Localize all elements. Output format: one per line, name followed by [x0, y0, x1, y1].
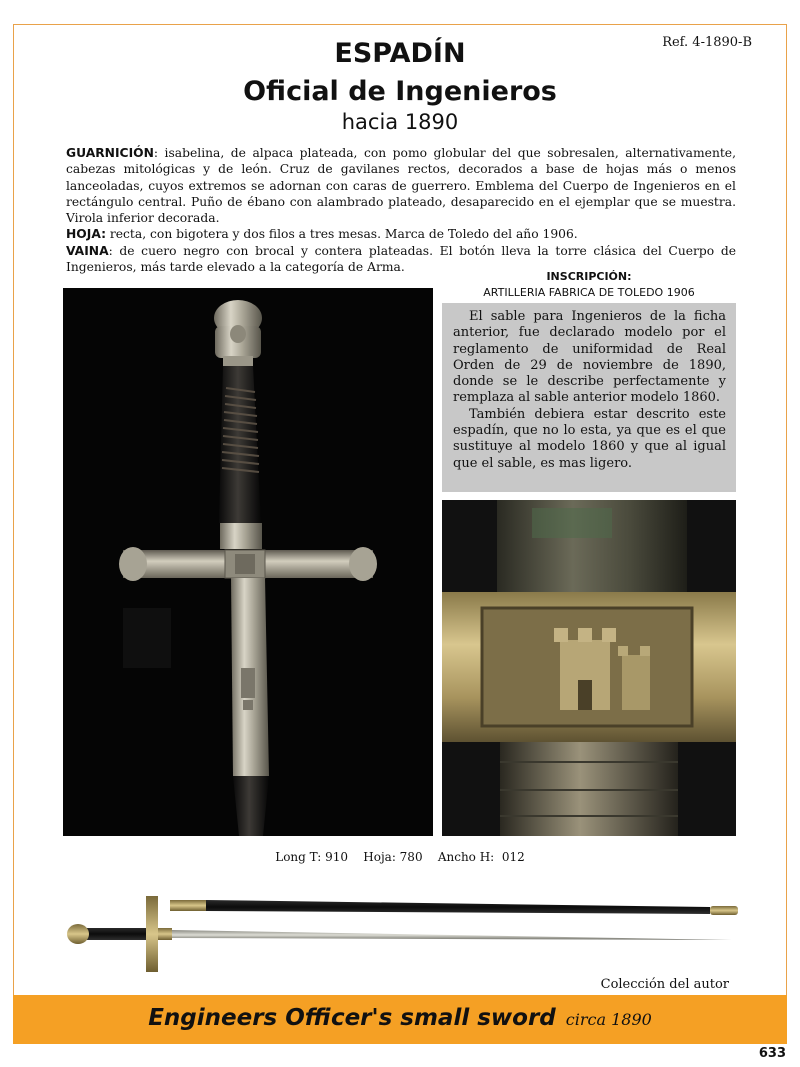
inscription-label: INSCRIPCIÓN:: [546, 270, 632, 283]
inscription-text: ARTILLERIA FABRICA DE TOLEDO 1906: [483, 286, 695, 299]
note-paragraph-2: También debiera estar descrito este espadín, que no lo esta, ya que es el que sustituye al modelo 1860 y que al igual que el sable, es mas ligero.: [453, 406, 726, 471]
page-title: ESPADÍN: [334, 38, 466, 69]
english-title-banner: [13, 995, 787, 1044]
guarnicion-paragraph: [66, 145, 736, 226]
emblem-detail-photo: [442, 500, 736, 836]
note-box: [442, 303, 736, 492]
collection-credit: Colección del autor: [600, 977, 729, 992]
page-subtitle: Oficial de Ingenieros: [243, 76, 557, 107]
vaina-text: : de cuero negro con brocal y contera plateadas. El botón lleva la torre clásica del Cuerpo de Ingenieros, más tarde elevado a la categoría de Arma.: [66, 243, 736, 275]
measurements: Long T: 910 Hoja: 780 Ancho H: 012: [275, 850, 525, 864]
guarnicion-text: : isabelina, de alpaca plateada, con pomo globular del que sobresalen, alternativamente, cabezas mitológicas y de león. Cruz de gavilanes rectos, decorados a base de hojas más o menos lanceoladas, cuyos extremos se adornan con caras de guerrero. Emblema del Cuerpo de Ingenieros en el rectángulo central. Puño de ébano con alambrado plateado, desaparecido en el ejemplar que se muestra. Virola inferior decorada.: [66, 146, 736, 226]
hoja-text: recta, con bigotera y dos filos a tres mesas. Marca de Toledo del año 1906.: [105, 227, 578, 242]
full-sword-photo: [60, 888, 745, 972]
page-number: 633: [758, 1046, 786, 1061]
description: [66, 145, 736, 275]
vaina-label: VAINA: [66, 243, 109, 258]
guarnicion-label: GUARNICIÓN: [66, 146, 154, 160]
hilt-photo: [63, 288, 433, 836]
english-title: Engineers Officer's small sword: [148, 1005, 556, 1031]
reference-number: Ref. 4-1890-B: [662, 35, 752, 50]
page-date: hacia 1890: [341, 110, 459, 134]
english-circa: circa 1890: [565, 1010, 652, 1029]
note-paragraph-1: El sable para Ingenieros de la ficha anterior, fue declarado modelo por el reglamento de uniformidad de Real Orden de 29 de noviembre de 1890, donde se le describe perfectamente y remplaza al sable anterior modelo 1860.: [453, 309, 726, 406]
hoja-paragraph: [66, 226, 736, 242]
hoja-label: HOJA:: [66, 227, 106, 242]
